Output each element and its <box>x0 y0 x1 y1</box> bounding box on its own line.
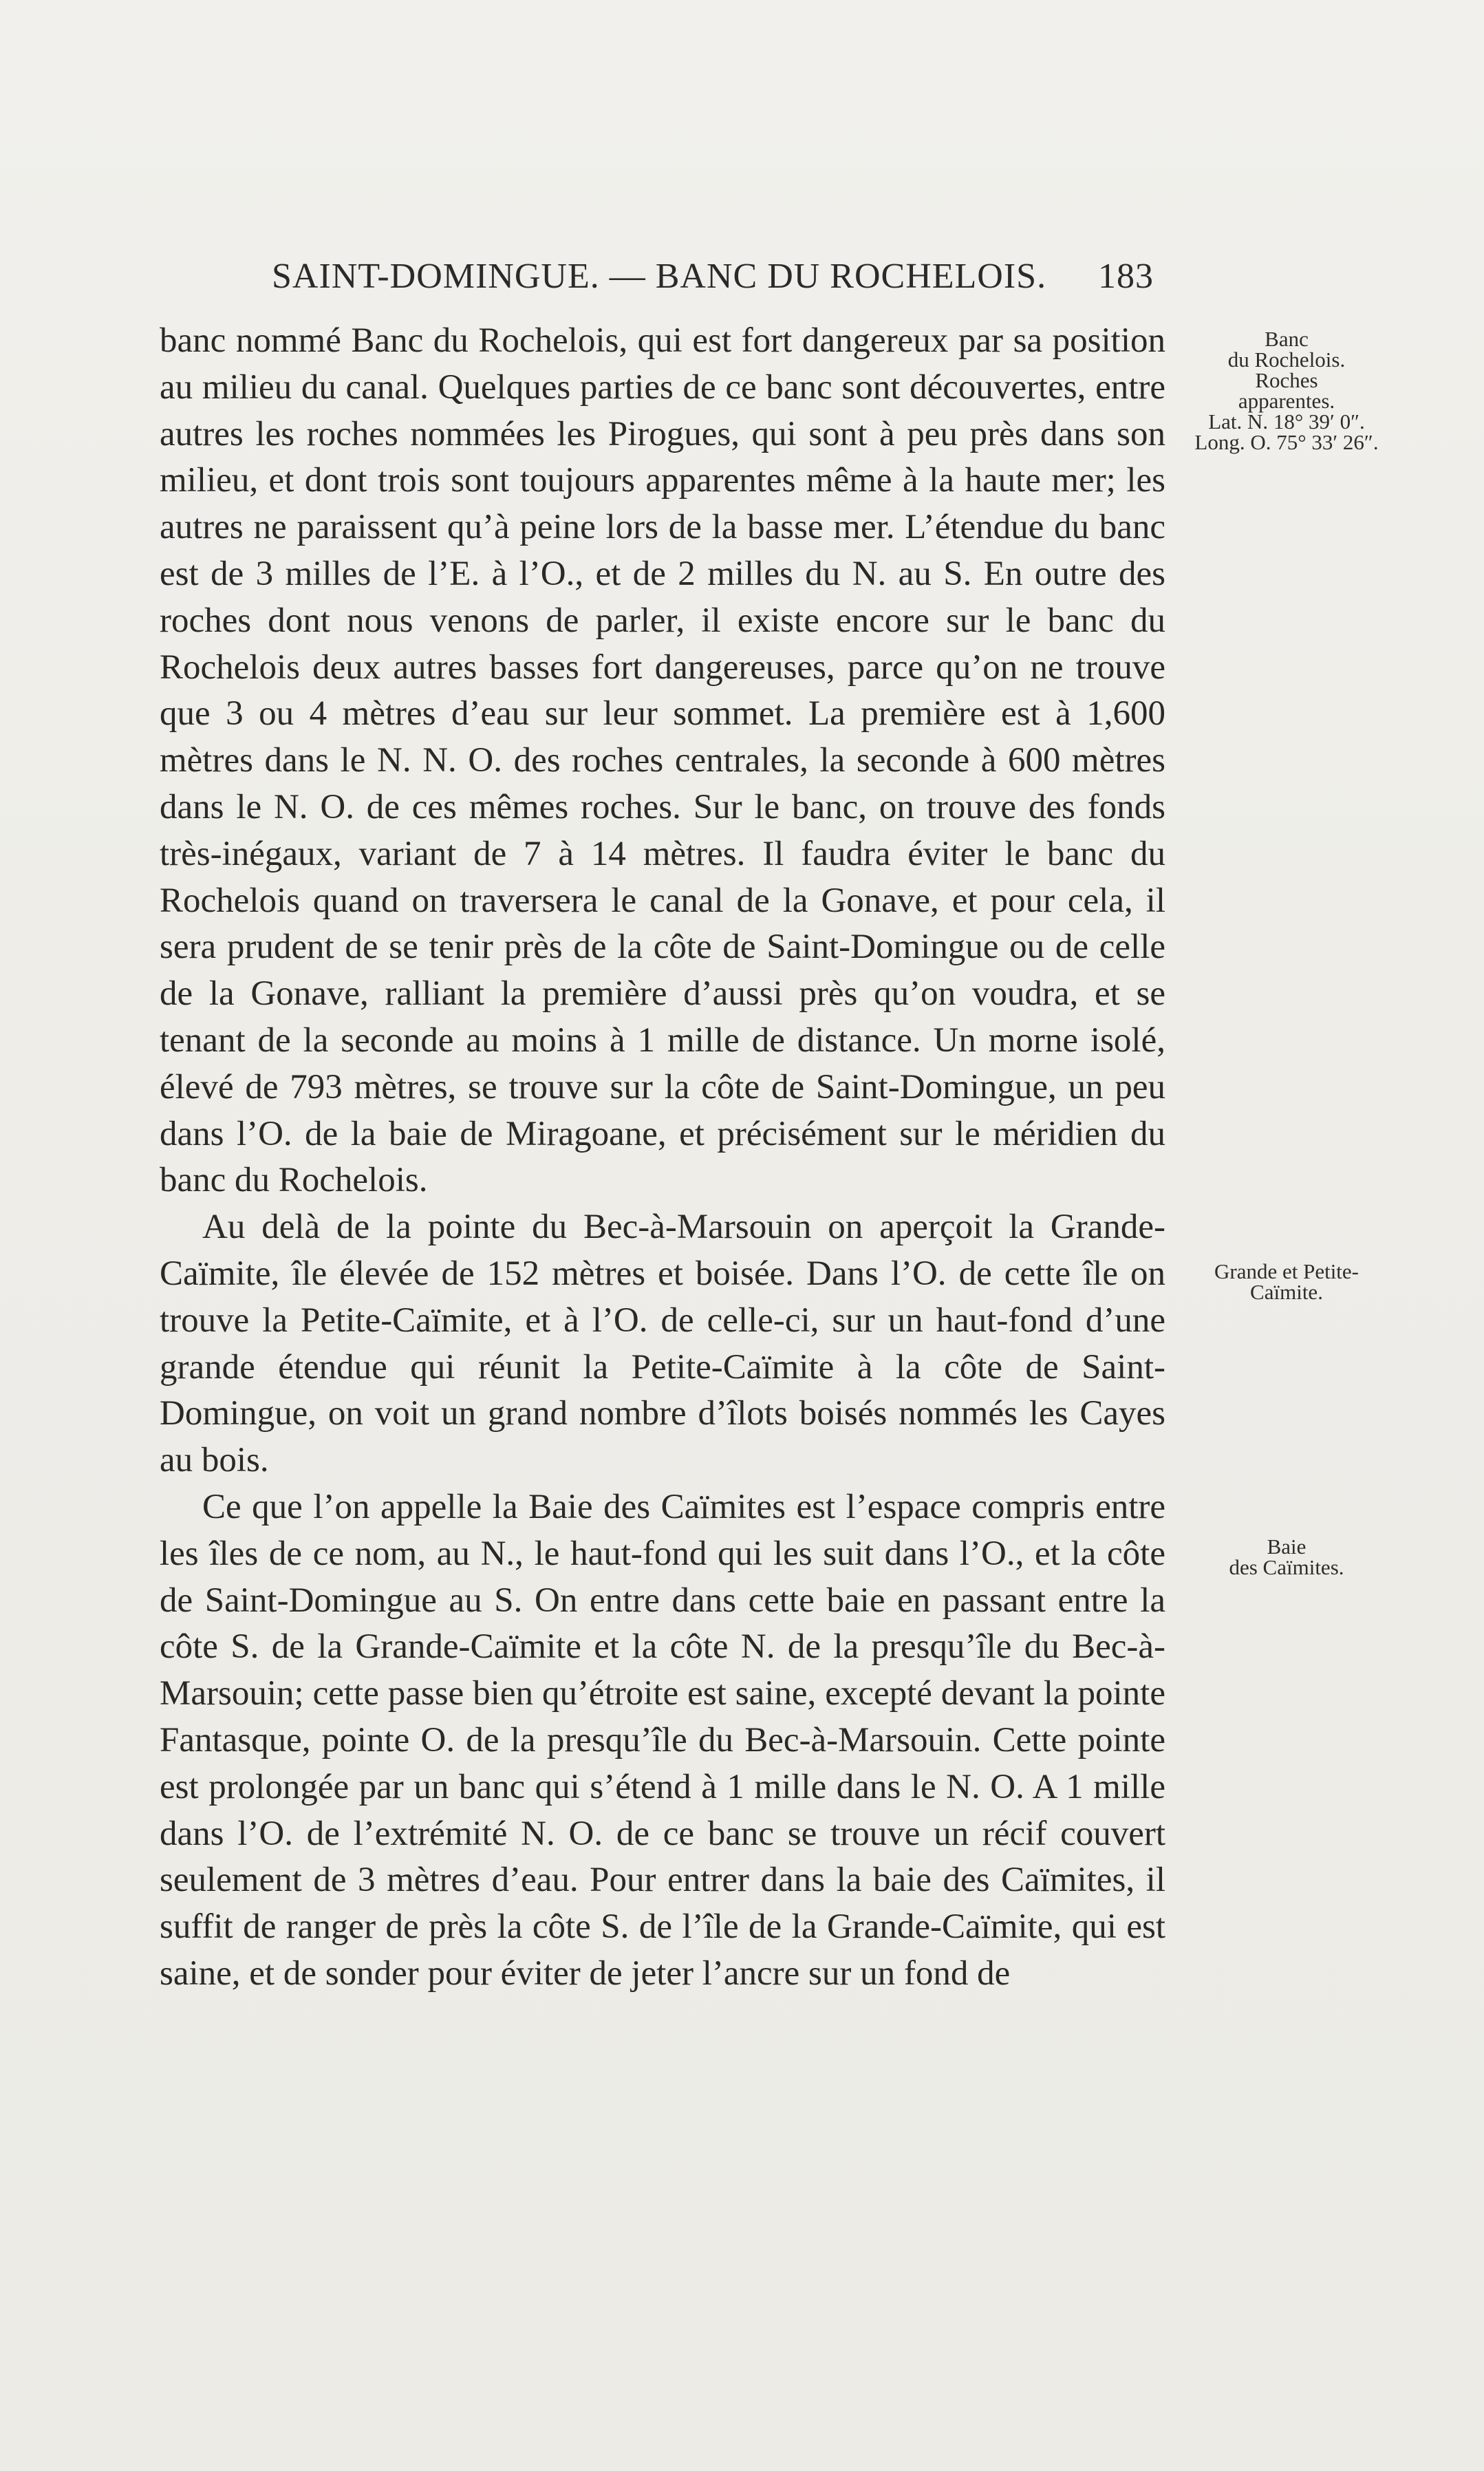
margin-note-line: des Caïmites. <box>1229 1555 1344 1579</box>
margin-note-longitude: Long. O. 75° 33′ 26″. <box>1194 430 1379 454</box>
margin-note-line: du Rochelois. <box>1227 347 1346 372</box>
paragraph-baie-des-caimites: Ce que l’on appelle la Baie des Caïmites est l’espace compris entre les îles de ce nom, au N., le haut-fond qui les suit dans l’O., et la côte de Saint-Domingue au S. On entre dans cette baie en passant entre la côte S. de la Grande-Caïmite et la côte N. de la presqu’île du Bec-à-Marsouin; cette passe bien qu’étroite est saine, excepté devant la pointe Fantasque, pointe O. de la presqu’île du Bec-à-Marsouin. Cette pointe est prolongée par un banc qui s’étend à 1 mille dans le N. O. A 1 mille dans l’O. de l’extrémité N. O. de ce banc se trouve un récif couvert seulement de 3 mètres d’eau. Pour entrer dans la baie des Caïmites, il suffit de ranger de près la côte S. de l’île de la Grande-Caïmite, qui est saine, et de sonder pour éviter de jeter l’ancre sur un fond de <box>160 1487 1165 1993</box>
paragraph-caimite: Au delà de la pointe du Bec-à-Marsouin on aperçoit la Grande-Caïmite, île élevée de 152 mètres et boisée. Dans l’O. de cette île on trouve la Petite-Caïmite, et à l’O. de celle-ci, sur un haut-fond d’une grande étendue qui réunit la Petite-Caïmite à la côte de Saint-Domingue, on voit un grand nombre d’îlots boisés nommés les Cayes au bois. <box>160 1208 1165 1480</box>
margin-note-line: Grande et Petite- <box>1214 1259 1359 1283</box>
margin-note-line: Baie <box>1267 1534 1306 1559</box>
running-head-title: SAINT-DOMINGUE. — BANC DU ROCHELOIS. <box>272 257 1047 296</box>
margin-note-line: Banc <box>1265 327 1309 351</box>
margin-note-banc-du-rochelois <box>1173 329 1400 453</box>
body-text <box>160 318 1165 1998</box>
margin-note-baie-des-caimites <box>1173 1534 1400 1579</box>
margin-note-grande-et-petite-caimite <box>1173 1261 1400 1303</box>
margin-note-line: Caïmite. <box>1250 1280 1323 1304</box>
margin-note-line: apparentes. <box>1238 389 1335 413</box>
paragraph-rochelois: banc nommé Banc du Rochelois, qui est fort dangereux par sa position au milieu du canal. Quelques parties de ce banc sont découvertes, entre autres les roches nommées les Pirogues, qui sont à peu près dans son milieu, et dont trois sont toujours apparentes même à la haute mer; les autres ne paraissent qu’à peine lors de la basse mer. L’étendue du banc est de 3 milles de l’E. à l’O., et de 2 milles du N. au S. En outre des roches dont nous venons de parler, il existe encore sur le banc du Rochelois deux autres basses fort dangereuses, parce qu’on ne trouve que 3 ou 4 mètres d’eau sur leur sommet. La première est à 1,600 mètres dans le N. N. O. des roches centrales, la seconde à 600 mètres dans le N. O. de ces mêmes roches. Sur le banc, on trouve des fonds très-inégaux, variant de 7 à 14 mètres. Il faudra éviter le banc du Rochelois quand on traversera le canal de la Gonave, et pour cela, il sera prudent de se tenir près de la côte de Saint-Domingue ou de celle de la Gonave, ralliant la première d’aussi près qu’on voudra, et se tenant de la seconde au moins à 1 mille de distance. Un morne isolé, élevé de 793 mètres, se trouve sur la côte de Saint-Domingue, un peu dans l’O. de la baie de Miragoane, et précisément sur le méridien du banc du Rochelois. <box>160 321 1165 1200</box>
margin-note-line: Roches <box>1255 368 1318 392</box>
margin-note-latitude: Lat. N. 18° 39′ 0″. <box>1208 409 1365 434</box>
page-number: 183 <box>1098 257 1154 296</box>
